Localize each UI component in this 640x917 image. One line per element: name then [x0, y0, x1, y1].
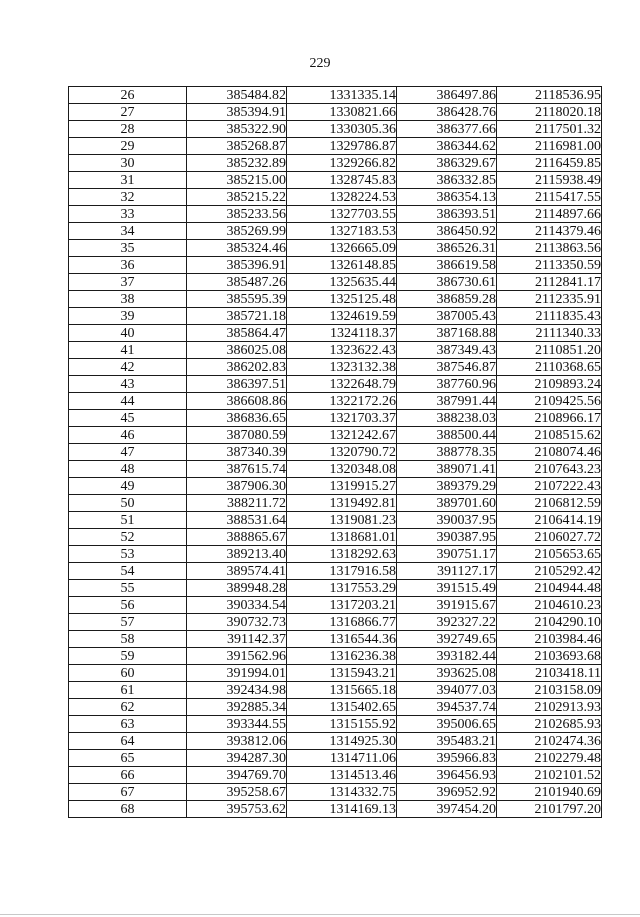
- value-cell: 2106027.72: [497, 529, 602, 546]
- value-cell: 2109893.24: [497, 376, 602, 393]
- value-cell: 2108515.62: [497, 427, 602, 444]
- value-cell: 386730.61: [397, 274, 497, 291]
- coordinate-table-body: [69, 87, 602, 818]
- value-cell: 389701.60: [397, 495, 497, 512]
- point-number-cell: 64: [69, 733, 187, 750]
- value-cell: 391994.01: [187, 665, 287, 682]
- value-cell: 2111340.33: [497, 325, 602, 342]
- value-cell: 386397.51: [187, 376, 287, 393]
- value-cell: 2104610.23: [497, 597, 602, 614]
- value-cell: 394287.30: [187, 750, 287, 767]
- table-row: [69, 121, 602, 138]
- table-row: [69, 801, 602, 818]
- table-row: [69, 597, 602, 614]
- table-row: [69, 563, 602, 580]
- value-cell: 395966.83: [397, 750, 497, 767]
- point-number-cell: 38: [69, 291, 187, 308]
- value-cell: 386025.08: [187, 342, 287, 359]
- value-cell: 2104944.48: [497, 580, 602, 597]
- value-cell: 2103418.11: [497, 665, 602, 682]
- value-cell: 389071.41: [397, 461, 497, 478]
- value-cell: 2107643.23: [497, 461, 602, 478]
- value-cell: 385324.46: [187, 240, 287, 257]
- value-cell: 1328224.53: [287, 189, 397, 206]
- value-cell: 389213.40: [187, 546, 287, 563]
- table-row: [69, 206, 602, 223]
- table-row: [69, 682, 602, 699]
- value-cell: 2109425.56: [497, 393, 602, 410]
- value-cell: 395258.67: [187, 784, 287, 801]
- value-cell: 393812.06: [187, 733, 287, 750]
- point-number-cell: 59: [69, 648, 187, 665]
- value-cell: 1316866.77: [287, 614, 397, 631]
- table-row: [69, 478, 602, 495]
- value-cell: 387005.43: [397, 308, 497, 325]
- value-cell: 387615.74: [187, 461, 287, 478]
- value-cell: 390732.73: [187, 614, 287, 631]
- table-row: [69, 767, 602, 784]
- point-number-cell: 61: [69, 682, 187, 699]
- coordinate-table: [68, 86, 602, 818]
- point-number-cell: 68: [69, 801, 187, 818]
- value-cell: 1315665.18: [287, 682, 397, 699]
- value-cell: 386344.62: [397, 138, 497, 155]
- value-cell: 389379.29: [397, 478, 497, 495]
- value-cell: 1320348.08: [287, 461, 397, 478]
- value-cell: 2106812.59: [497, 495, 602, 512]
- value-cell: 388778.35: [397, 444, 497, 461]
- table-row: [69, 325, 602, 342]
- table-row: [69, 342, 602, 359]
- point-number-cell: 67: [69, 784, 187, 801]
- table-row: [69, 750, 602, 767]
- table-row: [69, 580, 602, 597]
- value-cell: 2106414.19: [497, 512, 602, 529]
- table-row: [69, 648, 602, 665]
- value-cell: 2105653.65: [497, 546, 602, 563]
- value-cell: 391142.37: [187, 631, 287, 648]
- value-cell: 1319915.27: [287, 478, 397, 495]
- scan-edge-line: [0, 914, 640, 915]
- table-row: [69, 699, 602, 716]
- value-cell: 2118020.18: [497, 104, 602, 121]
- value-cell: 2116981.00: [497, 138, 602, 155]
- value-cell: 385394.91: [187, 104, 287, 121]
- table-row: [69, 410, 602, 427]
- value-cell: 2113863.56: [497, 240, 602, 257]
- value-cell: 391562.96: [187, 648, 287, 665]
- table-row: [69, 529, 602, 546]
- value-cell: 394077.03: [397, 682, 497, 699]
- value-cell: 386202.83: [187, 359, 287, 376]
- point-number-cell: 57: [69, 614, 187, 631]
- value-cell: 388238.03: [397, 410, 497, 427]
- point-number-cell: 31: [69, 172, 187, 189]
- value-cell: 1326148.85: [287, 257, 397, 274]
- point-number-cell: 49: [69, 478, 187, 495]
- value-cell: 387760.96: [397, 376, 497, 393]
- value-cell: 385269.99: [187, 223, 287, 240]
- value-cell: 1318292.63: [287, 546, 397, 563]
- point-number-cell: 66: [69, 767, 187, 784]
- value-cell: 386859.28: [397, 291, 497, 308]
- table-row: [69, 274, 602, 291]
- value-cell: 396456.93: [397, 767, 497, 784]
- table-row: [69, 189, 602, 206]
- table-row: [69, 546, 602, 563]
- value-cell: 2107222.43: [497, 478, 602, 495]
- value-cell: 391127.17: [397, 563, 497, 580]
- value-cell: 1322648.79: [287, 376, 397, 393]
- value-cell: 2103158.09: [497, 682, 602, 699]
- value-cell: 2101797.20: [497, 801, 602, 818]
- value-cell: 390387.95: [397, 529, 497, 546]
- table-row: [69, 716, 602, 733]
- value-cell: 388211.72: [187, 495, 287, 512]
- point-number-cell: 35: [69, 240, 187, 257]
- value-cell: 1323132.38: [287, 359, 397, 376]
- value-cell: 1315402.65: [287, 699, 397, 716]
- value-cell: 2103984.46: [497, 631, 602, 648]
- point-number-cell: 39: [69, 308, 187, 325]
- value-cell: 1317916.58: [287, 563, 397, 580]
- table-row: [69, 104, 602, 121]
- value-cell: 1328745.83: [287, 172, 397, 189]
- value-cell: 386526.31: [397, 240, 497, 257]
- table-row: [69, 172, 602, 189]
- value-cell: 1317553.29: [287, 580, 397, 597]
- value-cell: 1319492.81: [287, 495, 397, 512]
- value-cell: 1331335.14: [287, 87, 397, 104]
- value-cell: 1327703.55: [287, 206, 397, 223]
- point-number-cell: 52: [69, 529, 187, 546]
- value-cell: 389948.28: [187, 580, 287, 597]
- table-row: [69, 631, 602, 648]
- value-cell: 1330305.36: [287, 121, 397, 138]
- value-cell: 2116459.85: [497, 155, 602, 172]
- value-cell: 1326665.09: [287, 240, 397, 257]
- value-cell: 387349.43: [397, 342, 497, 359]
- value-cell: 1321703.37: [287, 410, 397, 427]
- value-cell: 393182.44: [397, 648, 497, 665]
- table-row: [69, 87, 602, 104]
- value-cell: 2102474.36: [497, 733, 602, 750]
- table-row: [69, 291, 602, 308]
- point-number-cell: 65: [69, 750, 187, 767]
- value-cell: 385487.26: [187, 274, 287, 291]
- value-cell: 386608.86: [187, 393, 287, 410]
- value-cell: 386497.86: [397, 87, 497, 104]
- value-cell: 386428.76: [397, 104, 497, 121]
- value-cell: 1316544.36: [287, 631, 397, 648]
- table-row: [69, 665, 602, 682]
- table-row: [69, 784, 602, 801]
- value-cell: 387340.39: [187, 444, 287, 461]
- value-cell: 388500.44: [397, 427, 497, 444]
- value-cell: 1317203.21: [287, 597, 397, 614]
- value-cell: 393625.08: [397, 665, 497, 682]
- value-cell: 1325125.48: [287, 291, 397, 308]
- point-number-cell: 53: [69, 546, 187, 563]
- point-number-cell: 56: [69, 597, 187, 614]
- value-cell: 1329786.87: [287, 138, 397, 155]
- value-cell: 1327183.53: [287, 223, 397, 240]
- point-number-cell: 46: [69, 427, 187, 444]
- value-cell: 2102279.48: [497, 750, 602, 767]
- table-row: [69, 427, 602, 444]
- value-cell: 2108074.46: [497, 444, 602, 461]
- value-cell: 397454.20: [397, 801, 497, 818]
- value-cell: 2117501.32: [497, 121, 602, 138]
- value-cell: 2105292.42: [497, 563, 602, 580]
- point-number-cell: 27: [69, 104, 187, 121]
- value-cell: 387991.44: [397, 393, 497, 410]
- point-number-cell: 43: [69, 376, 187, 393]
- value-cell: 385595.39: [187, 291, 287, 308]
- value-cell: 394769.70: [187, 767, 287, 784]
- value-cell: 2110368.65: [497, 359, 602, 376]
- value-cell: 392749.65: [397, 631, 497, 648]
- point-number-cell: 62: [69, 699, 187, 716]
- value-cell: 1320790.72: [287, 444, 397, 461]
- point-number-cell: 42: [69, 359, 187, 376]
- point-number-cell: 40: [69, 325, 187, 342]
- value-cell: 387080.59: [187, 427, 287, 444]
- value-cell: 1315943.21: [287, 665, 397, 682]
- value-cell: 2103693.68: [497, 648, 602, 665]
- value-cell: 1324118.37: [287, 325, 397, 342]
- value-cell: 1314332.75: [287, 784, 397, 801]
- value-cell: 1330821.66: [287, 104, 397, 121]
- point-number-cell: 50: [69, 495, 187, 512]
- value-cell: 2114379.46: [497, 223, 602, 240]
- value-cell: 1314169.13: [287, 801, 397, 818]
- value-cell: 385215.00: [187, 172, 287, 189]
- value-cell: 2115417.55: [497, 189, 602, 206]
- value-cell: 385322.90: [187, 121, 287, 138]
- value-cell: 395753.62: [187, 801, 287, 818]
- value-cell: 386354.13: [397, 189, 497, 206]
- value-cell: 386332.85: [397, 172, 497, 189]
- value-cell: 2101940.69: [497, 784, 602, 801]
- table-row: [69, 257, 602, 274]
- value-cell: 1314711.06: [287, 750, 397, 767]
- table-row: [69, 359, 602, 376]
- value-cell: 389574.41: [187, 563, 287, 580]
- table-row: [69, 461, 602, 478]
- value-cell: 396952.92: [397, 784, 497, 801]
- point-number-cell: 63: [69, 716, 187, 733]
- value-cell: 2104290.10: [497, 614, 602, 631]
- value-cell: 1316236.38: [287, 648, 397, 665]
- point-number-cell: 55: [69, 580, 187, 597]
- value-cell: 390037.95: [397, 512, 497, 529]
- value-cell: 390751.17: [397, 546, 497, 563]
- value-cell: 393344.55: [187, 716, 287, 733]
- point-number-cell: 32: [69, 189, 187, 206]
- table-row: [69, 495, 602, 512]
- value-cell: 2102101.52: [497, 767, 602, 784]
- value-cell: 394537.74: [397, 699, 497, 716]
- value-cell: 392885.34: [187, 699, 287, 716]
- value-cell: 395006.65: [397, 716, 497, 733]
- value-cell: 392327.22: [397, 614, 497, 631]
- value-cell: 2111835.43: [497, 308, 602, 325]
- table-row: [69, 733, 602, 750]
- point-number-cell: 33: [69, 206, 187, 223]
- point-number-cell: 26: [69, 87, 187, 104]
- table-row: [69, 614, 602, 631]
- page-number: 229: [309, 56, 331, 71]
- point-number-cell: 60: [69, 665, 187, 682]
- value-cell: 2115938.49: [497, 172, 602, 189]
- value-cell: 388531.64: [187, 512, 287, 529]
- point-number-cell: 28: [69, 121, 187, 138]
- value-cell: 1314513.46: [287, 767, 397, 784]
- table-row: [69, 308, 602, 325]
- value-cell: 2102685.93: [497, 716, 602, 733]
- point-number-cell: 30: [69, 155, 187, 172]
- value-cell: 2108966.17: [497, 410, 602, 427]
- value-cell: 385215.22: [187, 189, 287, 206]
- value-cell: 386393.51: [397, 206, 497, 223]
- value-cell: 391515.49: [397, 580, 497, 597]
- value-cell: 387906.30: [187, 478, 287, 495]
- value-cell: 385396.91: [187, 257, 287, 274]
- point-number-cell: 29: [69, 138, 187, 155]
- table-row: [69, 393, 602, 410]
- table-row: [69, 512, 602, 529]
- value-cell: 1314925.30: [287, 733, 397, 750]
- value-cell: 386450.92: [397, 223, 497, 240]
- point-number-cell: 36: [69, 257, 187, 274]
- value-cell: 1315155.92: [287, 716, 397, 733]
- table-row: [69, 376, 602, 393]
- value-cell: 385268.87: [187, 138, 287, 155]
- value-cell: 1318681.01: [287, 529, 397, 546]
- value-cell: 385484.82: [187, 87, 287, 104]
- point-number-cell: 58: [69, 631, 187, 648]
- value-cell: 1319081.23: [287, 512, 397, 529]
- value-cell: 1324619.59: [287, 308, 397, 325]
- point-number-cell: 34: [69, 223, 187, 240]
- value-cell: 2114897.66: [497, 206, 602, 223]
- value-cell: 2110851.20: [497, 342, 602, 359]
- value-cell: 2102913.93: [497, 699, 602, 716]
- value-cell: 386836.65: [187, 410, 287, 427]
- value-cell: 2112335.91: [497, 291, 602, 308]
- point-number-cell: 41: [69, 342, 187, 359]
- value-cell: 395483.21: [397, 733, 497, 750]
- value-cell: 2113350.59: [497, 257, 602, 274]
- value-cell: 1323622.43: [287, 342, 397, 359]
- value-cell: 386377.66: [397, 121, 497, 138]
- value-cell: 385721.18: [187, 308, 287, 325]
- value-cell: 385232.89: [187, 155, 287, 172]
- value-cell: 387168.88: [397, 325, 497, 342]
- point-number-cell: 54: [69, 563, 187, 580]
- table-row: [69, 444, 602, 461]
- value-cell: 388865.67: [187, 529, 287, 546]
- table-row: [69, 138, 602, 155]
- point-number-cell: 45: [69, 410, 187, 427]
- value-cell: 390334.54: [187, 597, 287, 614]
- value-cell: 391915.67: [397, 597, 497, 614]
- table-row: [69, 155, 602, 172]
- value-cell: 385864.47: [187, 325, 287, 342]
- point-number-cell: 37: [69, 274, 187, 291]
- value-cell: 2118536.95: [497, 87, 602, 104]
- value-cell: 1329266.82: [287, 155, 397, 172]
- point-number-cell: 44: [69, 393, 187, 410]
- value-cell: 385233.56: [187, 206, 287, 223]
- value-cell: 1325635.44: [287, 274, 397, 291]
- table-row: [69, 240, 602, 257]
- point-number-cell: 47: [69, 444, 187, 461]
- table-row: [69, 223, 602, 240]
- value-cell: 386619.58: [397, 257, 497, 274]
- value-cell: 2112841.17: [497, 274, 602, 291]
- value-cell: 1322172.26: [287, 393, 397, 410]
- point-number-cell: 51: [69, 512, 187, 529]
- point-number-cell: 48: [69, 461, 187, 478]
- value-cell: 386329.67: [397, 155, 497, 172]
- value-cell: 392434.98: [187, 682, 287, 699]
- value-cell: 387546.87: [397, 359, 497, 376]
- value-cell: 1321242.67: [287, 427, 397, 444]
